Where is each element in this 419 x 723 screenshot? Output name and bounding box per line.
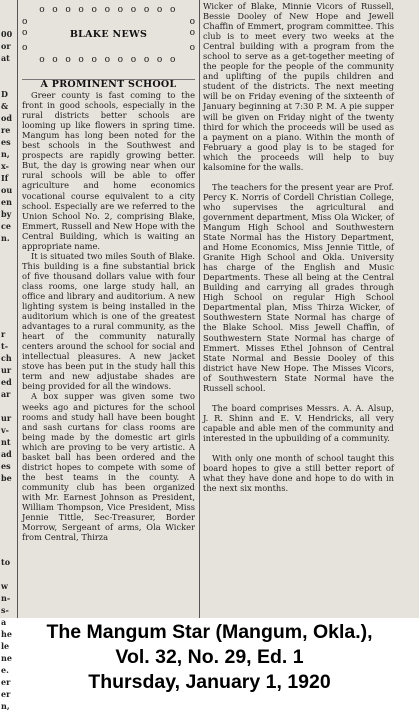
article-paragraph-6: The board comprises Messrs. A. A. Alsup, J. R. Shinn and E. V. Hendricks, all very capable and able men of the community and interested in the upbuilding of a community. [203,402,394,443]
blake-news-heading: BLAKE NEWS [69,29,148,40]
ornament-side-row-2 [22,42,195,54]
blake-news-row [22,28,195,42]
article-paragraph-5: The teachers for the present year are Prof. Percy K. Norris of Cordell Christian College, who supervises the agricultural and government department, Miss Ola Wicker, of Mangum High School and Southwestern State Normal has the History Department, and Home Economics, Miss Jennie Tittle, of Granite High School and Okla. University has charge of the English and Music Departments. These all being at the Central Building and carrying all grades through High School on regular High School Departmental plan, Miss Thirza Wicker, of Southwestern State Normal has charge of the Blake School. Miss Jewell Chaffin, of Southwestern State Normal has charge of Emmert. Misses Ethel Johnson of Central State Normal and Bessie Dooley of this district have New Hope. The Misses Vicors, of Southwestern State Normal have the Russell school. [203,181,394,393]
left-column [22,4,195,542]
citation-line-3: Thursday, January 1, 1920 [88,671,331,693]
column-rule-left [17,0,18,618]
article-paragraph-3: A box supper was given some two weeks ago and pictures for the school rooms and study hall have been bought and sash curtans for class rooms are being made by the domestic art girls which are proving to be very artistic. A basket ball has been ordered and the district hopes to compete with some of the best teams in the county. A community club has been organized with Mr. Earnest Johnson as President, William Thompson, Vice President, Miss Jennie Tittle, Sec-Treasurer, Border Morrow, Sergeant of arms, Ola Wicker from Central, Thirza [22,391,195,543]
article-headline: A PROMINENT SCHOOL [40,79,177,90]
ornament-row-bottom: o o o o o o o o o o o [39,55,178,65]
ornament-row-top: o o o o o o o o o o o [39,5,178,15]
article-paragraph-4: Wicker of Blake, Minnie Vicors of Russell, Bessie Dooley of New Hope and Jewell Chaffin of Emmert, program committee. This club is to meet every two weeks at the Central building with a program from the school to serve as a get-together meeting of the people for the people of the community and uplifting of the pupils children and student of the districts. The next meeting will be on Friday evening of the sixteenth of January beginning at 7:30 P. M. A pie supper will be given on Friday night of the twenty third for which the proceeds will be used as a payment on a piano. Within the month of February a good play is to be staged for which the proceeds will help to buy kalsomine for the walls. [203,1,394,172]
ornament-right: o [189,17,195,27]
citation-line-2: Vol. 32, No. 29, Ed. 1 [115,646,304,668]
article-paragraph-7: With only one month of school taught this board hopes to give a still better report of what they have done and hope to do with in the next six months. [203,452,394,494]
article-paragraph-1: Greer county is fast coming to the front in good schools, especially in the rural districts better schools are looming up like flowers in spring time. Mangum has long been noted for the best schools in the Southwest and prospects are rapidly growing better. But, the day is growing near when our rural schools will be able to offer agriculture and home economics vocational course equivalent to a city school. Especially are we referred to the Union School No. 2, comprising Blake, Emmert, Russell and New Hope with the Central Building, which is waiting an appropriate name. [22,90,195,251]
ornament-side-row [22,16,195,28]
right-column [203,1,394,493]
ornament-right-2: o [189,28,195,38]
ornament-left-2: o [22,28,28,38]
ornament-left: o [22,17,28,27]
citation-line-1: The Mangum Star (Mangum, Okla.), [46,621,373,643]
article-paragraph-2: It is situated two miles South of Blake. This building is a fine substantial brick of five thousand dollars value with four class rooms, one large study hall, an office and library and auditorium. A new lighting system is being installed in the auditorium which is one of the greatest advantages to a rural community, as the heart of the community naturally centers around the school for social and intellectual pleasures. A new jacket stove has been put in the study hall this term and new adjustabe shades are being provided for all the windows. [22,250,195,392]
ornament-left-3: o [22,43,28,53]
ornament-right-3: o [189,43,195,53]
citation-caption [0,620,419,695]
column-rule-middle [199,0,200,618]
adjacent-column-fragment: 00 or at D & od re es n, x- If ou en by ce n. r t- ch ur ed ar ur v- nt ad es be to w n- s- a he le ne e. er er n, [1,29,13,711]
